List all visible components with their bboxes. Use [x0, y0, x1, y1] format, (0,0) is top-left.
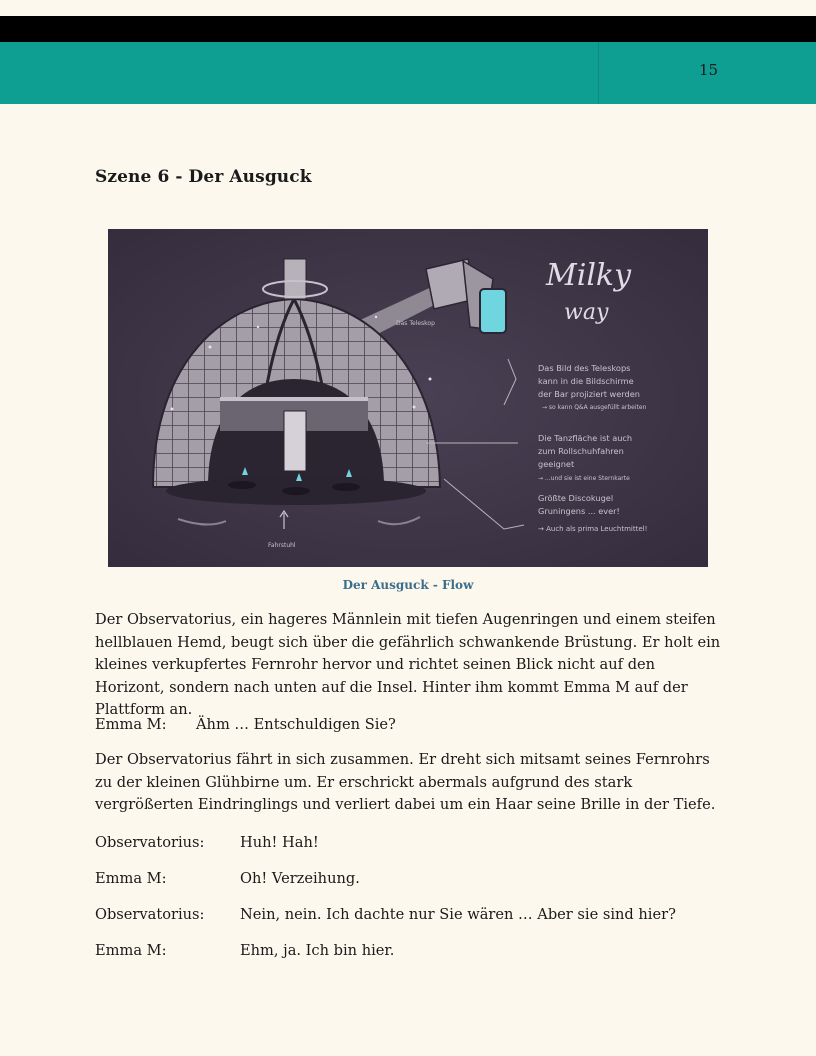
dialogue-line-4: [95, 905, 676, 925]
paragraph-2: Der Observatorius fährt in sich zusammen. Er dreht sich mitsamt seines Fernrohrs zu der kleinen Glühbirne um. Er erschrickt abermals aufgrund des stark vergrößerten Eindringlings und verliert dabei um ein Haar seine Brille in der Tiefe.: [95, 751, 716, 814]
top-black-bar: [0, 16, 816, 42]
speaker: Emma M:: [95, 870, 167, 887]
dialogue-line-5: [95, 941, 394, 961]
speaker: Emma M:: [95, 942, 167, 959]
header-divider: [598, 42, 599, 104]
scene-title: Szene 6 - Der Ausguck: [95, 167, 312, 187]
art-title-1: Milky: [546, 258, 632, 293]
line: Nein, nein. Ich dachte nur Sie wären … Aber sie sind hier?: [240, 906, 676, 923]
line: Oh! Verzeihung.: [240, 870, 360, 887]
label-floor: Fahrstuhl: [268, 542, 296, 549]
note-7: geeignet: [538, 459, 575, 469]
paragraph-1: Der Observatorius, ein hageres Männlein mit tiefen Augenringen und einem steifen hellblauen Hemd, beugt sich über die gefährlich schwankende Brüstung. Er holt ein kleines verkupfertes Fernrohr hervor und richtet seinen Blick nicht auf den Horizont, sondern nach unten auf die Insel. Hinter ihm kommt Emma M auf der Plattform an.: [95, 611, 721, 719]
art-title-2: way: [564, 300, 609, 325]
page-number: 15: [699, 61, 719, 79]
line: Ähm … Entschuldigen Sie?: [196, 716, 396, 733]
speaker: Observatorius:: [95, 834, 205, 851]
figure-caption: Der Ausguck - Flow: [342, 578, 474, 592]
speaker: Observatorius:: [95, 906, 205, 923]
dialogue-line-1: [95, 715, 396, 735]
note-5: Die Tanzfläche ist auch: [538, 433, 633, 443]
note-4: → so kann Q&A ausgefüllt arbeiten: [542, 404, 647, 411]
dialogue-line-2: [95, 833, 319, 853]
line: Huh! Hah!: [240, 834, 319, 851]
note-9: Größte Discokugel: [538, 493, 614, 503]
line: Ehm, ja. Ich bin hier.: [240, 942, 395, 959]
note-3: der Bar projiziert werden: [538, 389, 640, 399]
speaker: Emma M:: [95, 716, 167, 733]
note-8: → ...und sie ist eine Sternkarte: [538, 475, 630, 482]
note-1: Das Bild des Teleskops: [538, 363, 631, 373]
label-telescope: Das Teleskop: [396, 320, 435, 327]
header-band: [0, 42, 816, 104]
note-10: Gruningens ... ever!: [538, 506, 620, 516]
dialogue-line-3: [95, 869, 360, 889]
note-2: kann in die Bildschirme: [538, 376, 634, 386]
note-11: → Auch als prima Leuchtmittel!: [538, 525, 648, 533]
note-6: zum Rollschuhfahren: [538, 446, 624, 456]
concept-art-illustration: [108, 229, 708, 567]
